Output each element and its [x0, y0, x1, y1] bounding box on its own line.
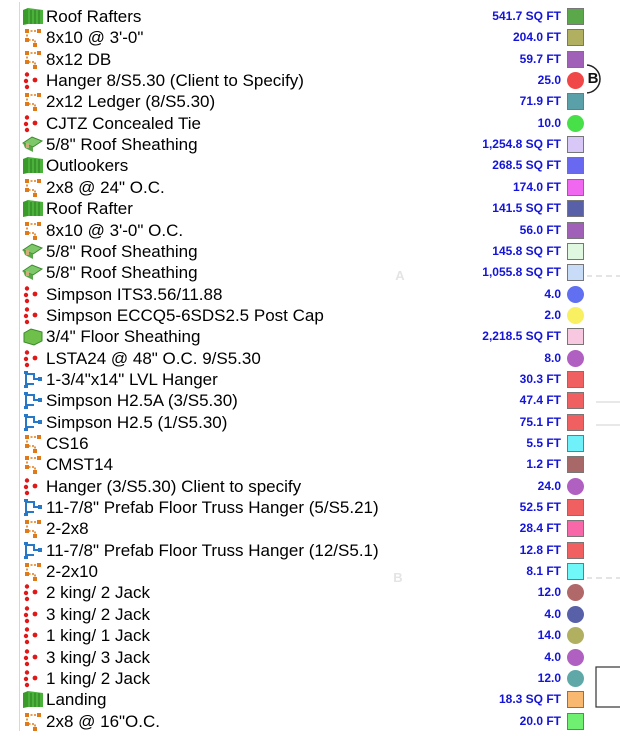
takeoff-row-quantity: 28.4 FT	[519, 521, 561, 535]
takeoff-row-label: LSTA24 @ 48" O.C. 9/S5.30	[46, 349, 261, 368]
takeoff-row-quantity: 12.0	[537, 585, 561, 599]
takeoff-row-label: Roof Rafter	[46, 199, 133, 218]
takeoff-row[interactable]	[20, 711, 587, 732]
surface-area-icon	[22, 135, 44, 154]
color-swatch[interactable]	[567, 392, 584, 409]
takeoff-row-label: 2x8 @ 24" O.C.	[46, 178, 165, 197]
takeoff-row[interactable]	[20, 390, 587, 411]
takeoff-row-quantity: 30.3 FT	[519, 372, 561, 386]
takeoff-row[interactable]	[20, 113, 587, 134]
count-icon	[22, 669, 44, 688]
takeoff-row[interactable]	[20, 262, 587, 283]
takeoff-row[interactable]	[20, 689, 587, 710]
area-icon	[22, 7, 44, 26]
grid-marker-a: A	[395, 268, 405, 283]
takeoff-row-label: Simpson H2.5A (3/S5.30)	[46, 391, 238, 410]
count-icon	[22, 285, 44, 304]
takeoff-row-quantity: 56.0 FT	[519, 223, 561, 237]
grid-marker-b-bottom: B	[393, 570, 403, 585]
takeoff-row-quantity: 52.5 FT	[519, 500, 561, 514]
color-swatch[interactable]	[567, 328, 584, 345]
color-swatch[interactable]	[567, 499, 584, 516]
linear-icon	[22, 28, 44, 47]
area-icon	[22, 156, 44, 175]
takeoff-row[interactable]	[20, 433, 587, 454]
takeoff-row[interactable]	[20, 604, 587, 625]
linear-icon	[22, 562, 44, 581]
hanger-linear-icon	[22, 498, 44, 517]
takeoff-row[interactable]	[20, 582, 587, 603]
takeoff-row-quantity: 2.0	[544, 308, 561, 322]
takeoff-row-label: 5/8" Roof Sheathing	[46, 135, 198, 154]
takeoff-row-quantity: 12.0	[537, 671, 561, 685]
takeoff-row-quantity: 204.0 FT	[512, 30, 561, 44]
takeoff-row-quantity: 141.5 SQ FT	[492, 201, 561, 215]
takeoff-row-label: 2 king/ 2 Jack	[46, 583, 150, 602]
takeoff-row-quantity: 1.2 FT	[526, 457, 561, 471]
area-icon	[22, 199, 44, 218]
takeoff-row-quantity: 2,218.5 SQ FT	[482, 329, 561, 343]
color-swatch[interactable]	[567, 649, 584, 666]
takeoff-list-panel	[19, 2, 587, 731]
takeoff-row-label: Simpson ECCQ5-6SDS2.5 Post Cap	[46, 306, 324, 325]
color-swatch[interactable]	[567, 179, 584, 196]
takeoff-row-label: Landing	[46, 690, 107, 709]
count-icon	[22, 71, 44, 90]
takeoff-row-quantity: 8.0	[544, 351, 561, 365]
takeoff-row-quantity: 4.0	[544, 650, 561, 664]
count-icon	[22, 306, 44, 325]
color-swatch[interactable]	[567, 542, 584, 559]
count-icon	[22, 648, 44, 667]
takeoff-row[interactable]	[20, 647, 587, 668]
takeoff-row-quantity: 10.0	[537, 116, 561, 130]
takeoff-row-quantity: 1,254.8 SQ FT	[482, 137, 561, 151]
count-icon	[22, 583, 44, 602]
takeoff-row[interactable]	[20, 561, 587, 582]
color-swatch[interactable]	[567, 157, 584, 174]
takeoff-row-quantity: 12.8 FT	[519, 543, 561, 557]
takeoff-row-label: 3/4" Floor Sheathing	[46, 327, 201, 346]
takeoff-row-label: 3 king/ 3 Jack	[46, 648, 150, 667]
takeoff-row-quantity: 174.0 FT	[512, 180, 561, 194]
takeoff-row-label: Hanger (3/S5.30) Client to specify	[46, 477, 302, 496]
takeoff-row-label: 5/8" Roof Sheathing	[46, 263, 198, 282]
takeoff-row-quantity: 18.3 SQ FT	[498, 692, 561, 706]
takeoff-row-quantity: 59.7 FT	[519, 52, 561, 66]
takeoff-row-label: CJTZ Concealed Tie	[46, 114, 201, 133]
count-icon	[22, 626, 44, 645]
hanger-linear-icon	[22, 541, 44, 560]
color-swatch[interactable]	[567, 584, 584, 601]
takeoff-row-label: Outlookers	[46, 156, 129, 175]
takeoff-row[interactable]	[20, 348, 587, 369]
takeoff-row-label: Roof Rafters	[46, 7, 142, 26]
takeoff-row[interactable]	[20, 476, 587, 497]
surface-area-icon	[22, 263, 44, 282]
color-swatch[interactable]	[567, 51, 584, 68]
takeoff-row-quantity: 1,055.8 SQ FT	[482, 265, 561, 279]
takeoff-row[interactable]	[20, 326, 587, 347]
takeoff-row[interactable]	[20, 241, 587, 262]
takeoff-row-quantity: 24.0	[537, 479, 561, 493]
color-swatch[interactable]	[567, 136, 584, 153]
takeoff-row[interactable]	[20, 454, 587, 475]
grid-marker-b-top: B	[587, 70, 599, 87]
color-swatch[interactable]	[567, 72, 584, 89]
color-swatch[interactable]	[567, 435, 584, 452]
takeoff-row-label: 5/8" Roof Sheathing	[46, 242, 198, 261]
takeoff-row[interactable]	[20, 369, 587, 390]
hanger-linear-icon	[22, 391, 44, 410]
takeoff-row-label: 2-2x8	[46, 519, 89, 538]
count-icon	[22, 114, 44, 133]
count-icon	[22, 477, 44, 496]
takeoff-row-label: 8x10 @ 3'-0" O.C.	[46, 221, 184, 240]
color-swatch[interactable]	[567, 350, 584, 367]
linear-icon	[22, 455, 44, 474]
color-swatch[interactable]	[567, 29, 584, 46]
color-swatch[interactable]	[567, 713, 584, 730]
linear-icon	[22, 92, 44, 111]
color-swatch[interactable]	[567, 93, 584, 110]
surface-area-icon	[22, 242, 44, 261]
takeoff-row[interactable]	[20, 6, 587, 27]
takeoff-row-label: Simpson H2.5 (1/S5.30)	[46, 413, 228, 432]
takeoff-row[interactable]	[20, 625, 587, 646]
takeoff-row-quantity: 4.0	[544, 607, 561, 621]
color-swatch[interactable]	[567, 200, 584, 217]
color-swatch[interactable]	[567, 286, 584, 303]
takeoff-row[interactable]	[20, 198, 587, 219]
takeoff-row[interactable]	[20, 177, 587, 198]
takeoff-row[interactable]	[20, 49, 587, 70]
color-swatch[interactable]	[567, 670, 584, 687]
count-icon	[22, 605, 44, 624]
takeoff-row-quantity: 145.8 SQ FT	[492, 244, 561, 258]
takeoff-row-quantity: 47.4 FT	[519, 393, 561, 407]
takeoff-row[interactable]	[20, 155, 587, 176]
takeoff-row[interactable]	[20, 305, 587, 326]
color-swatch[interactable]	[567, 8, 584, 25]
takeoff-row-quantity: 4.0	[544, 287, 561, 301]
takeoff-row-quantity: 20.0 FT	[519, 714, 561, 728]
takeoff-row-label: 8x12 DB	[46, 50, 112, 69]
takeoff-row-label: 11-7/8" Prefab Floor Truss Hanger (5/S5.21)	[46, 498, 379, 517]
takeoff-row-label: Hanger 8/S5.30 (Client to Specify)	[46, 71, 304, 90]
takeoff-row-quantity: 25.0	[537, 73, 561, 87]
linear-icon	[22, 221, 44, 240]
count-icon	[22, 349, 44, 368]
takeoff-row[interactable]	[20, 70, 587, 91]
takeoff-row-label: 1 king/ 1 Jack	[46, 626, 150, 645]
takeoff-row-label: 3 king/ 2 Jack	[46, 605, 150, 624]
color-swatch[interactable]	[567, 307, 584, 324]
takeoff-row-label: 2x8 @ 16"O.C.	[46, 712, 161, 731]
color-swatch[interactable]	[567, 243, 584, 260]
color-swatch[interactable]	[567, 627, 584, 644]
takeoff-row-label: 11-7/8" Prefab Floor Truss Hanger (12/S5.1)	[46, 541, 379, 560]
color-swatch[interactable]	[567, 478, 584, 495]
takeoff-row-label: 8x10 @ 3'-0"	[46, 28, 144, 47]
linear-icon	[22, 178, 44, 197]
takeoff-row[interactable]	[20, 284, 587, 305]
color-swatch[interactable]	[567, 414, 584, 431]
takeoff-row[interactable]	[20, 27, 587, 48]
floor-area-icon	[22, 327, 44, 346]
linear-icon	[22, 519, 44, 538]
takeoff-row-quantity: 541.7 SQ FT	[492, 9, 561, 23]
takeoff-row-quantity: 268.5 SQ FT	[492, 158, 561, 172]
color-swatch[interactable]	[567, 371, 584, 388]
takeoff-row-label: CMST14	[46, 455, 114, 474]
color-swatch[interactable]	[567, 563, 584, 580]
takeoff-row-label: 1 king/ 2 Jack	[46, 669, 150, 688]
linear-icon	[22, 50, 44, 69]
takeoff-row[interactable]	[20, 518, 587, 539]
color-swatch[interactable]	[567, 606, 584, 623]
linear-icon	[22, 712, 44, 731]
takeoff-row-quantity: 14.0	[537, 628, 561, 642]
takeoff-row-label: 2-2x10	[46, 562, 98, 581]
color-swatch[interactable]	[567, 456, 584, 473]
takeoff-row-label: CS16	[46, 434, 89, 453]
hanger-linear-icon	[22, 370, 44, 389]
takeoff-row-quantity: 5.5 FT	[526, 436, 561, 450]
takeoff-row-label: 2x12 Ledger (8/S5.30)	[46, 92, 216, 111]
takeoff-row[interactable]	[20, 220, 587, 241]
color-swatch[interactable]	[567, 520, 584, 537]
takeoff-row[interactable]	[20, 497, 587, 518]
color-swatch[interactable]	[567, 264, 584, 281]
takeoff-row[interactable]	[20, 91, 587, 112]
linear-icon	[22, 434, 44, 453]
takeoff-row[interactable]	[20, 668, 587, 689]
hanger-linear-icon	[22, 413, 44, 432]
takeoff-row[interactable]	[20, 412, 587, 433]
color-swatch[interactable]	[567, 222, 584, 239]
takeoff-row-label: Simpson ITS3.56/11.88	[46, 285, 223, 304]
takeoff-row-quantity: 75.1 FT	[519, 415, 561, 429]
takeoff-row[interactable]	[20, 134, 587, 155]
color-swatch[interactable]	[567, 691, 584, 708]
takeoff-row[interactable]	[20, 540, 587, 561]
takeoff-row-quantity: 8.1 FT	[526, 564, 561, 578]
color-swatch[interactable]	[567, 115, 584, 132]
takeoff-row-quantity: 71.9 FT	[519, 94, 561, 108]
takeoff-row-label: 1-3/4"x14" LVL Hanger	[46, 370, 218, 389]
area-icon	[22, 690, 44, 709]
